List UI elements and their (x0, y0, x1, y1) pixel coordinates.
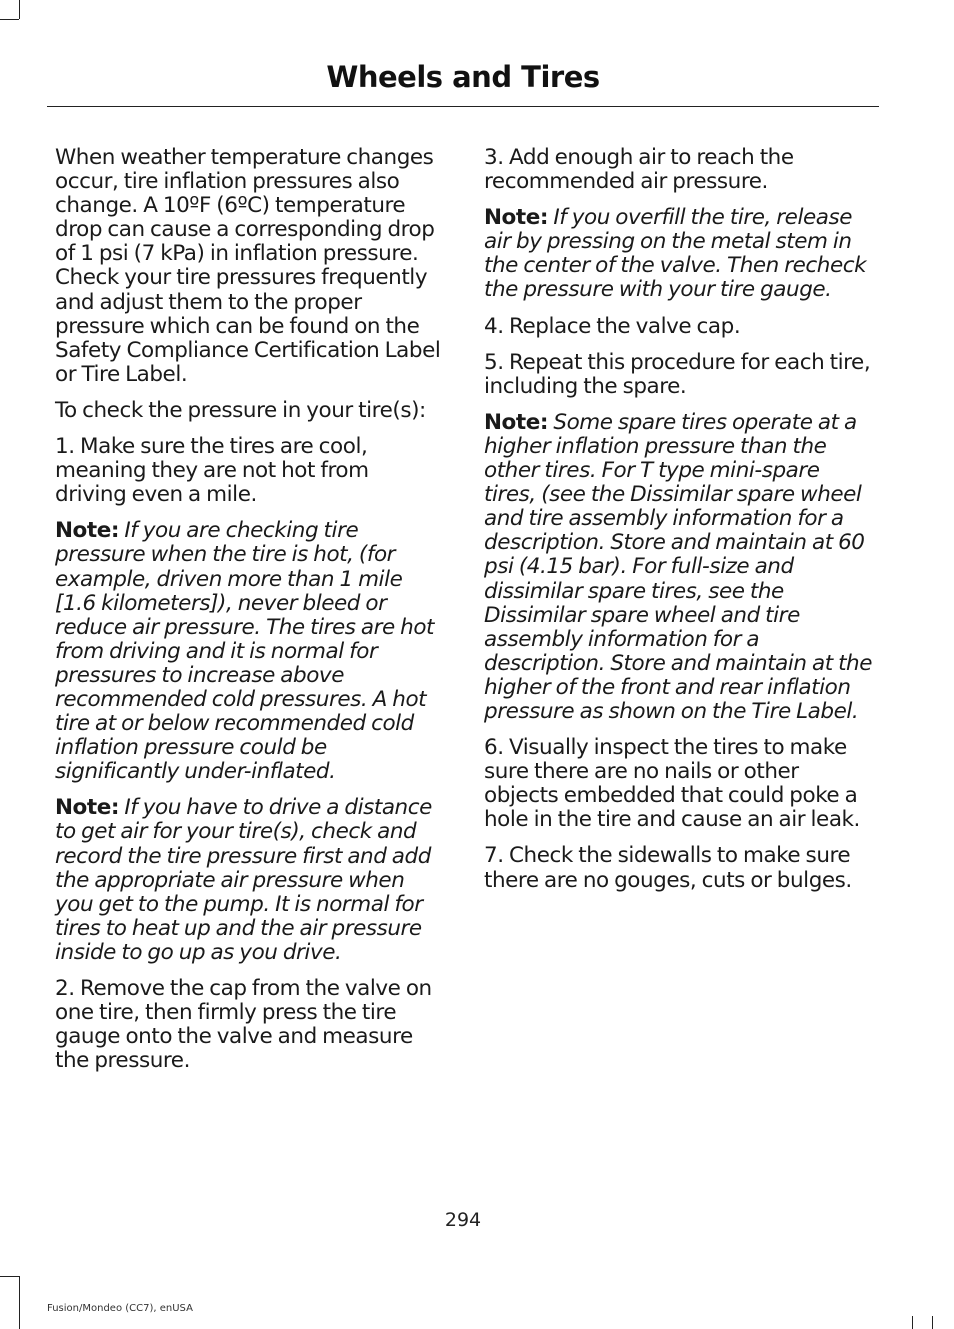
note-text: If you have to drive a distance to get air for your tire(s), check and record the tire pressure first and add the appropriate air pressure when you get to the pump. It is normal for tires to heat up and the air pressure inside to go up as you drive. (55, 795, 432, 965)
step-4: 4. Replace the valve cap. (484, 313, 741, 339)
crop-mark-bottom-left-h (0, 1276, 19, 1277)
crop-mark-top-left-h (0, 19, 19, 20)
step-3: 3. Add enough air to reach the recommended air pressure. (484, 145, 794, 195)
note-text: Some spare tires operate at a higher inflation pressure than the other tires. For T type mini-spare tires, (see the Dissimilar spare wheel and tire assembly information for a description. Store and maintain at 60 psi (4.15 bar). For full-size and dissimilar spare tires, see the Dissimilar spare wheel and tire assembly information for a description. Store and maintain at the higher of the front and rear inflation pressure as shown on the Tire Label. (484, 409, 873, 724)
note-drive-distance (55, 796, 445, 965)
crop-mark-bottom-right-v2 (912, 1316, 913, 1329)
step-5: 5. Repeat this procedure for each tire, including the spare. (484, 349, 871, 399)
note-label: Note: (484, 205, 548, 231)
right-column (484, 146, 874, 905)
note-spare-tires (484, 411, 874, 724)
note-label: Note: (55, 795, 119, 821)
crop-mark-bottom-right-v1 (932, 1316, 933, 1329)
note-label: Note: (484, 409, 548, 435)
note-hot-tire (55, 519, 445, 784)
crop-mark-bottom-left-v (19, 1276, 20, 1329)
step-7: 7. Check the sidewalls to make sure there are no gouges, cuts or bulges. (484, 843, 852, 893)
paragraph-temperature: When weather temperature changes occur, tire inflation pressures also change. A 10ºF (6ºC) temperature drop can cause a corresponding drop of 1 psi (7 kPa) in inflation pressure. Check your tire pressures frequently and adjust them to the proper pressure which can be found on the Safety Compliance Certification Label or Tire Label. (55, 145, 441, 387)
document-id: Fusion/Mondeo (CC7), enUSA (47, 1303, 193, 1314)
page-title: Wheels and Tires (326, 60, 600, 94)
header-divider (47, 106, 879, 107)
note-overfill (484, 206, 874, 302)
step-2: 2. Remove the cap from the valve on one tire, then firmly press the tire gauge onto the valve and measure the pressure. (55, 976, 432, 1074)
step-6: 6. Visually inspect the tires to make sure there are no nails or other objects embedded that could poke a hole in the tire and cause an air leak. (484, 735, 860, 833)
crop-mark-top-left-v (19, 0, 20, 19)
step-1: 1. Make sure the tires are cool, meaning they are not hot from driving even a mile. (55, 434, 369, 508)
left-column (55, 146, 445, 1085)
note-text: If you overfill the tire, release air by pressing on the metal stem in the center of the valve. Then recheck the pressure with your tire gauge. (484, 205, 867, 303)
note-label: Note: (55, 518, 119, 544)
page-number: 294 (444, 1209, 482, 1231)
paragraph-check-intro: To check the pressure in your tire(s): (55, 397, 426, 423)
note-text: If you are checking tire pressure when the tire is hot, (for example, driven more than 1 mile [1.6 kilometers]), never bleed or reduce air pressure. The tires are hot from driving and it is normal for pressures to increase above recommended cold pressures. A hot tire at or below recommended cold inflation pressure could be significantly under-inflated. (55, 518, 435, 785)
